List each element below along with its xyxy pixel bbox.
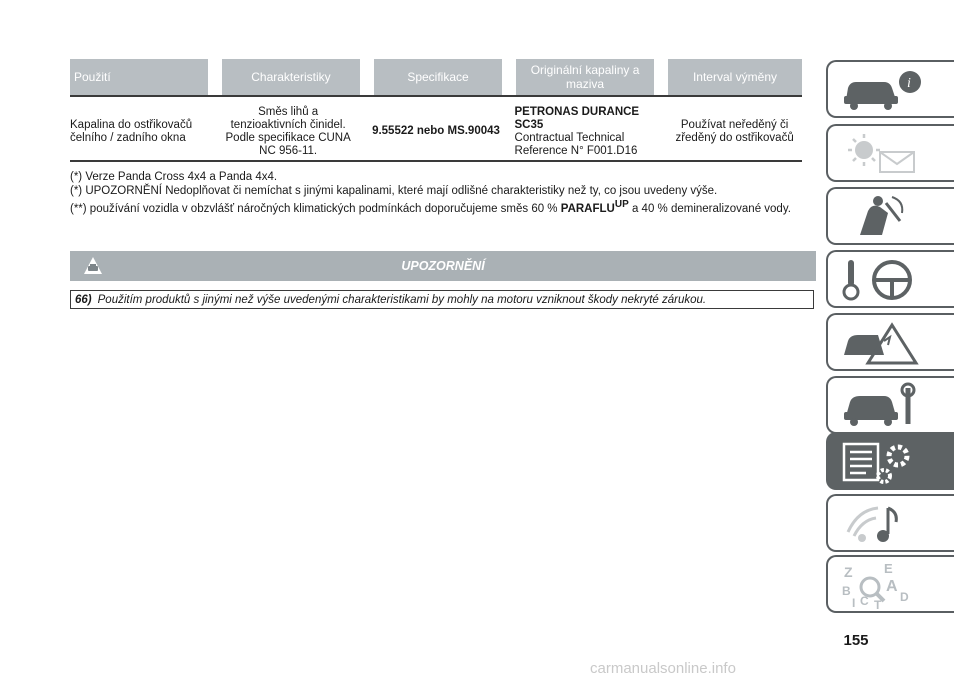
alphabet-index-icon xyxy=(838,561,928,609)
footnote-1: (*) Verze Panda Cross 4x4 a Panda 4x4. xyxy=(70,171,278,183)
nav-tab-warning-lights[interactable] xyxy=(826,124,954,182)
fluids-table xyxy=(70,59,802,162)
svg-text:i: i xyxy=(907,76,911,91)
svg-text:D: D xyxy=(900,590,909,604)
footnote-3-end: a 40 % demineralizované vody. xyxy=(631,202,791,215)
cell-use-text: Kapalina do ostřikovačů čelního / zadního okna xyxy=(70,118,193,144)
cell-interval-text: Používat neředěný či zředěný do ostřikovačů xyxy=(675,118,794,144)
footnotes xyxy=(70,170,810,216)
paraflu-brand-sup: UP xyxy=(614,199,629,210)
car-accident-warning-icon xyxy=(838,319,928,367)
cell-specification-text: 9.55522 nebo MS.90043 xyxy=(372,125,500,137)
cell-fluid-reference: Contractual Technical Reference N° F001.D16 xyxy=(514,131,638,157)
warning-title: UPOZORNĚNÍ xyxy=(401,259,485,273)
cell-interval xyxy=(667,103,802,160)
footnote-2: (*) UPOZORNĚNÍ Nedoplňovat či nemíchat s jinými kapalinami, které mají odlišné charakteristiky než ty, co jsou uvedeny výše. xyxy=(70,185,718,197)
svg-text:I: I xyxy=(852,596,856,609)
cell-specification xyxy=(371,103,500,160)
cell-fluid-brand: PETRONAS DURANCE SC35 xyxy=(514,105,640,131)
media-music-icon xyxy=(838,500,928,548)
page-number: 155 xyxy=(843,632,869,649)
header-interval: Interval výměny xyxy=(668,59,802,95)
car-info-icon xyxy=(838,66,928,114)
nav-tab-index[interactable] xyxy=(826,555,954,613)
nav-tab-technical-data[interactable] xyxy=(826,432,954,490)
header-specification: Specifikace xyxy=(374,59,502,95)
header-use: Použití xyxy=(70,59,208,95)
cell-characteristics-text: Směs lihů a tenzioaktivních činidel. Podle specifikace CUNA NC 956-11. xyxy=(225,105,351,157)
paraflu-brand xyxy=(560,199,629,215)
svg-text:C: C xyxy=(860,594,869,608)
footnote-3-start: (**) používání vozidla v obzvlášť náročných klimatických podmínkách doporučujeme směs 60 % xyxy=(70,202,558,215)
table-header xyxy=(70,59,802,95)
nav-tab-emergency[interactable] xyxy=(826,313,954,371)
warning-text: Použitím produktů s jinými než výše uvedenými charakteristikami by mohly na motoru vzniknout škody nekryté zárukou. xyxy=(97,293,707,306)
watermark: carmanualsonline.info xyxy=(590,660,736,677)
header-characteristics: Charakteristiky xyxy=(222,59,360,95)
svg-text:B: B xyxy=(842,584,851,598)
list-gears-icon xyxy=(838,438,928,486)
nav-tab-starting-driving[interactable] xyxy=(826,250,954,308)
footnote-3 xyxy=(70,198,810,216)
warning-header xyxy=(70,251,816,281)
warning-number: 66) xyxy=(75,293,92,306)
cell-use xyxy=(70,103,205,160)
cell-fluid xyxy=(515,103,654,160)
svg-text:A: A xyxy=(886,578,898,595)
warning-light-message-icon xyxy=(838,130,928,178)
cell-characteristics xyxy=(219,103,358,160)
svg-text:Z: Z xyxy=(844,564,853,580)
header-fluids: Originální kapaliny a maziva xyxy=(516,59,654,95)
warning-body xyxy=(70,290,814,309)
nav-tab-safety[interactable] xyxy=(826,187,954,245)
nav-tab-car-info[interactable] xyxy=(826,60,954,118)
car-service-wrench-icon xyxy=(838,382,928,430)
key-steering-wheel-icon xyxy=(838,256,928,304)
svg-text:E: E xyxy=(884,561,893,576)
svg-text:T: T xyxy=(874,598,882,609)
table-row xyxy=(70,97,802,160)
nav-tab-multimedia[interactable] xyxy=(826,494,954,552)
row-divider xyxy=(70,160,802,162)
nav-tab-maintenance[interactable] xyxy=(826,376,954,434)
paraflu-brand-text: PARAFLU xyxy=(560,202,615,215)
seatbelt-airbag-icon xyxy=(838,193,928,241)
